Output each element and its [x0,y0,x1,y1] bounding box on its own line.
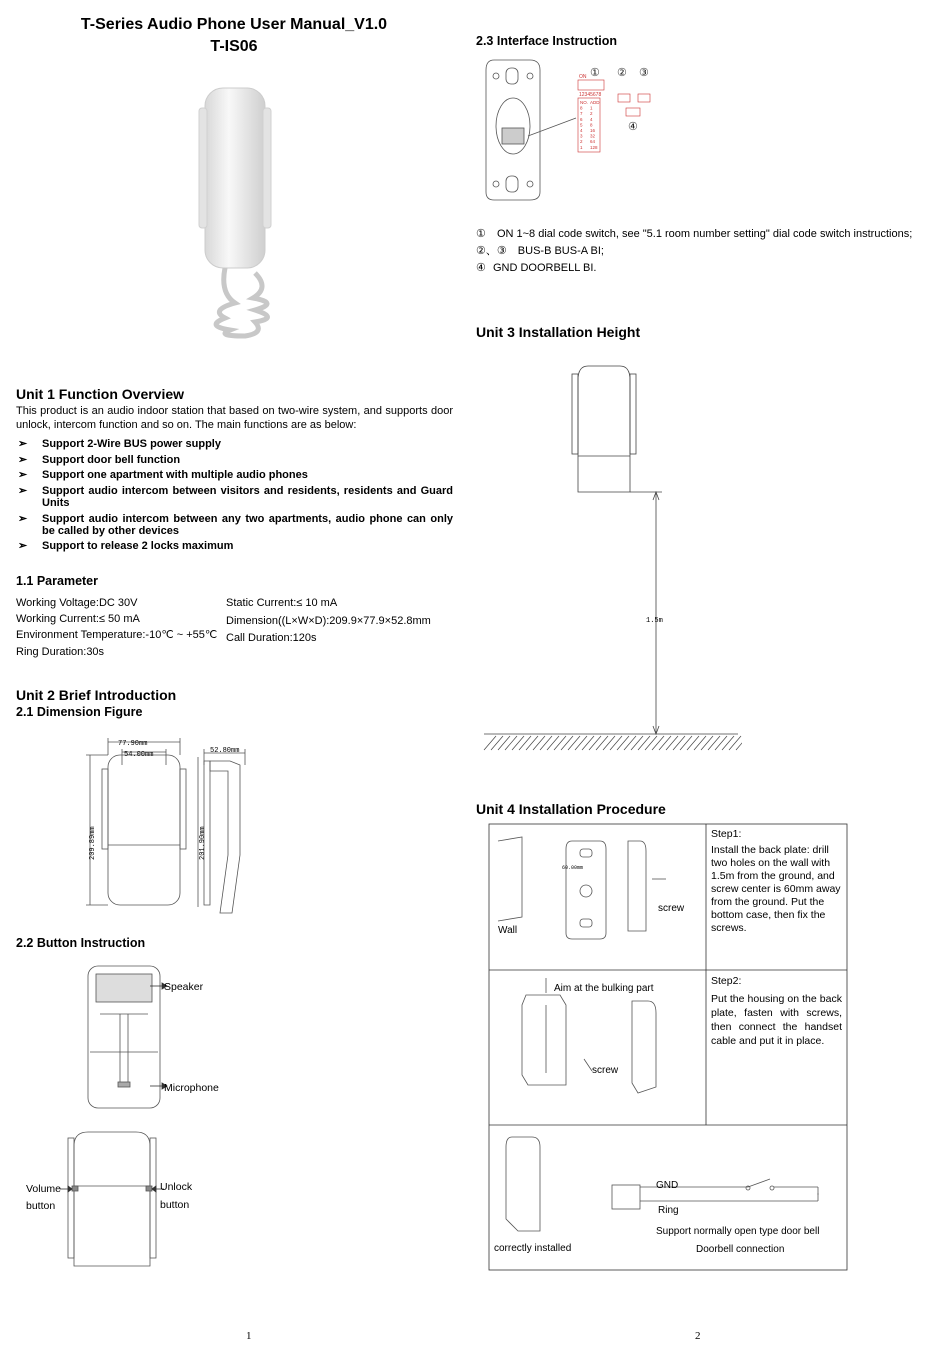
page-number-left: 1 [246,1330,252,1342]
ground-hatch-line [645,736,657,750]
page-number-right: 2 [695,1330,701,1342]
interface-line-2: ②、③ BUS-B BUS-A BI; [476,245,604,257]
ground-hatch-line [526,736,538,750]
handset-photo [185,78,285,340]
interface-figure [480,56,660,204]
step2-text: Put the housing on the back plate, fasten with screws, then connect the handset cable and put it in place. [711,993,842,1047]
step3-installed-label: correctly installed [494,1243,572,1254]
label-microphone: Microphone [164,1082,219,1094]
ground-hatch-line [701,736,713,750]
ground-hatch-line [547,736,559,750]
dial-table-header: NO. [580,100,589,105]
dial-code-table [580,100,600,150]
dim-width-outer: 77.90mm [118,740,148,748]
feature-item: ➢ Support to release 2 locks maximum [18,540,234,552]
param-voltage: Working Voltage:DC 30V [16,597,138,609]
ground-hatch-line [708,736,720,750]
ground-hatch-line [596,736,608,750]
ground-hatch-line [610,736,622,750]
dim-height-inner: 201.90mm [199,826,207,860]
step3-ring-label: Ring [658,1205,679,1216]
dial-table-cell: 4 [580,128,583,133]
ground-hatch-line [694,736,706,750]
step3-connection-label: Doorbell connection [696,1244,785,1255]
ground-hatch-line [575,736,587,750]
manual-title: T-Series Audio Phone User Manual_V1.0 [80,16,388,33]
dial-table-cell: 64 [590,139,596,145]
button-back-figure [60,1128,170,1270]
feature-item: ➢ Support 2-Wire BUS power supply [18,438,221,450]
dial-table-cell: 5 [580,122,583,128]
bullet-arrow-icon: ➢ [18,454,28,466]
param-call-duration: Call Duration:120s [226,632,317,644]
ground-hatch-line [582,736,594,750]
parameter-heading: 1.1 Parameter [16,574,99,588]
dim-width-inner: 54.00mm [124,751,154,759]
unit1-intro: This product is an audio indoor station that based on two-wire system, and supports door unlock, intercom function and so on. The main functions are as below: [16,405,453,431]
dial-table-cell: 128 [590,144,598,150]
bullet-arrow-icon: ➢ [18,485,28,497]
ground-hatch-line [540,736,552,750]
unit1-heading: Unit 1 Function Overview [16,386,185,402]
ground-hatch-line [533,736,545,750]
ground-hatch-line [680,736,692,750]
ground-hatch-line [624,736,636,750]
ground-hatch-line [666,736,678,750]
installation-height-figure [480,360,742,760]
ground-hatch-line [715,736,727,750]
label-unlock-button: button [160,1199,190,1211]
step1-wall-label: Wall [498,925,518,936]
ground-hatch-line [498,736,510,750]
dimension-figure [80,735,280,920]
unit3-heading: Unit 3 Installation Height [476,324,641,340]
ground-hatch-line [519,736,531,750]
ground-hatch-line [505,736,517,750]
label-unlock: Unlock [160,1181,193,1193]
dial-table-cell: 6 [580,116,583,122]
dial-table-cell: 32 [590,133,596,139]
interface-line-1: ① ON 1~8 dial code switch, see "5.1 room number setting" dial code switch instructions; [476,228,913,240]
ground-hatch-line [617,736,629,750]
dimension-heading: 2.1 Dimension Figure [16,705,143,719]
dial-table-cell: 4 [590,116,593,122]
label-volume: Volume [26,1183,62,1195]
ground-hatch-line [603,736,615,750]
dial-table-cell: 2 [590,111,593,117]
dim-depth: 52.80mm [210,747,240,755]
marker-1: ① [590,67,600,79]
bullet-arrow-icon: ➢ [18,469,28,481]
ground-hatch-line [561,736,573,750]
unit2-heading: Unit 2 Brief Introduction [16,687,177,703]
ground-hatch-line [687,736,699,750]
ground-hatch-line [568,736,580,750]
ground-hatch-line [722,736,734,750]
ground-hatch-line [631,736,643,750]
param-temperature: Environment Temperature:-10℃ ~ +55℃ [16,629,218,641]
dial-table-cell: 16 [590,128,596,133]
ground-hatch-line [589,736,601,750]
bullet-arrow-icon: ➢ [18,438,28,450]
marker-2: ② [617,67,627,79]
dial-table-cell: 7 [580,111,583,117]
marker-4: ④ [628,121,638,133]
dial-on-label: ON [579,74,587,80]
param-static-current: Static Current:≤ 10 mA [226,597,338,609]
feature-item: ➢ Support audio intercom between any two apartments, audio phone can only be called by other devices [18,513,453,537]
ground-hatch-line [484,736,496,750]
dial-table-cell: 1 [580,144,583,150]
param-ring-duration: Ring Duration:30s [16,646,105,658]
ground-hatch-line [729,736,741,750]
label-speaker: Speaker [164,981,204,993]
step1-title: Step1: [711,828,742,840]
dial-table-header: ADD [590,100,600,105]
param-dimension: Dimension((L×W×D):209.9×77.9×52.8mm [226,615,431,627]
step2-title: Step2: [711,975,742,987]
marker-3: ③ [639,67,649,79]
interface-line-3: ④ GND DOORBELL BI. [476,262,597,274]
ground-hatch-line [491,736,503,750]
step2-screw-label: screw [592,1065,619,1076]
dial-table-cell: 8 [580,105,583,111]
step1-screw-label: screw [658,903,685,914]
bullet-arrow-icon: ➢ [18,513,28,525]
dial-digits: 12345678 [579,92,602,98]
step3-support-label: Support normally open type door bell [656,1226,820,1237]
ground-hatch-line [659,736,671,750]
dim-height-outer: 209.89mm [89,826,97,860]
button-heading: 2.2 Button Instruction [16,936,146,950]
feature-item: ➢ Support one apartment with multiple audio phones [18,469,308,481]
bullet-arrow-icon: ➢ [18,540,28,552]
interface-heading: 2.3 Interface Instruction [476,34,618,48]
ground-hatch-line [554,736,566,750]
ground-hatch-line [673,736,685,750]
dial-table-cell: 3 [580,133,583,139]
dial-table-cell: 1 [590,105,593,111]
ground-hatch-line [638,736,650,750]
step1-dim: 60.00mm [562,865,584,871]
step3-gnd-label: GND [656,1180,679,1191]
feature-item: ➢ Support audio intercom between visitors and residents, residents and Guard Units [18,485,453,509]
param-current: Working Current:≤ 50 mA [16,613,140,625]
dial-table-cell: 2 [580,139,583,145]
unit4-heading: Unit 4 Installation Procedure [476,801,666,817]
ground-hatch-line [652,736,664,750]
ground-hatch-line [512,736,524,750]
label-volume-button: button [26,1200,56,1212]
step2-aim-label: Aim at the bulking part [554,983,654,994]
install-height-label: 1.5m [646,617,663,625]
model-number: T-IS06 [210,38,258,55]
feature-item: ➢ Support door bell function [18,454,181,466]
dial-table-cell: 8 [590,122,593,128]
step1-text: Install the back plate: drill two holes on the wall with 1.5m from the ground, and screw center is 60mm away from the ground. Put the bottom case, then fix the screws. [711,844,841,934]
